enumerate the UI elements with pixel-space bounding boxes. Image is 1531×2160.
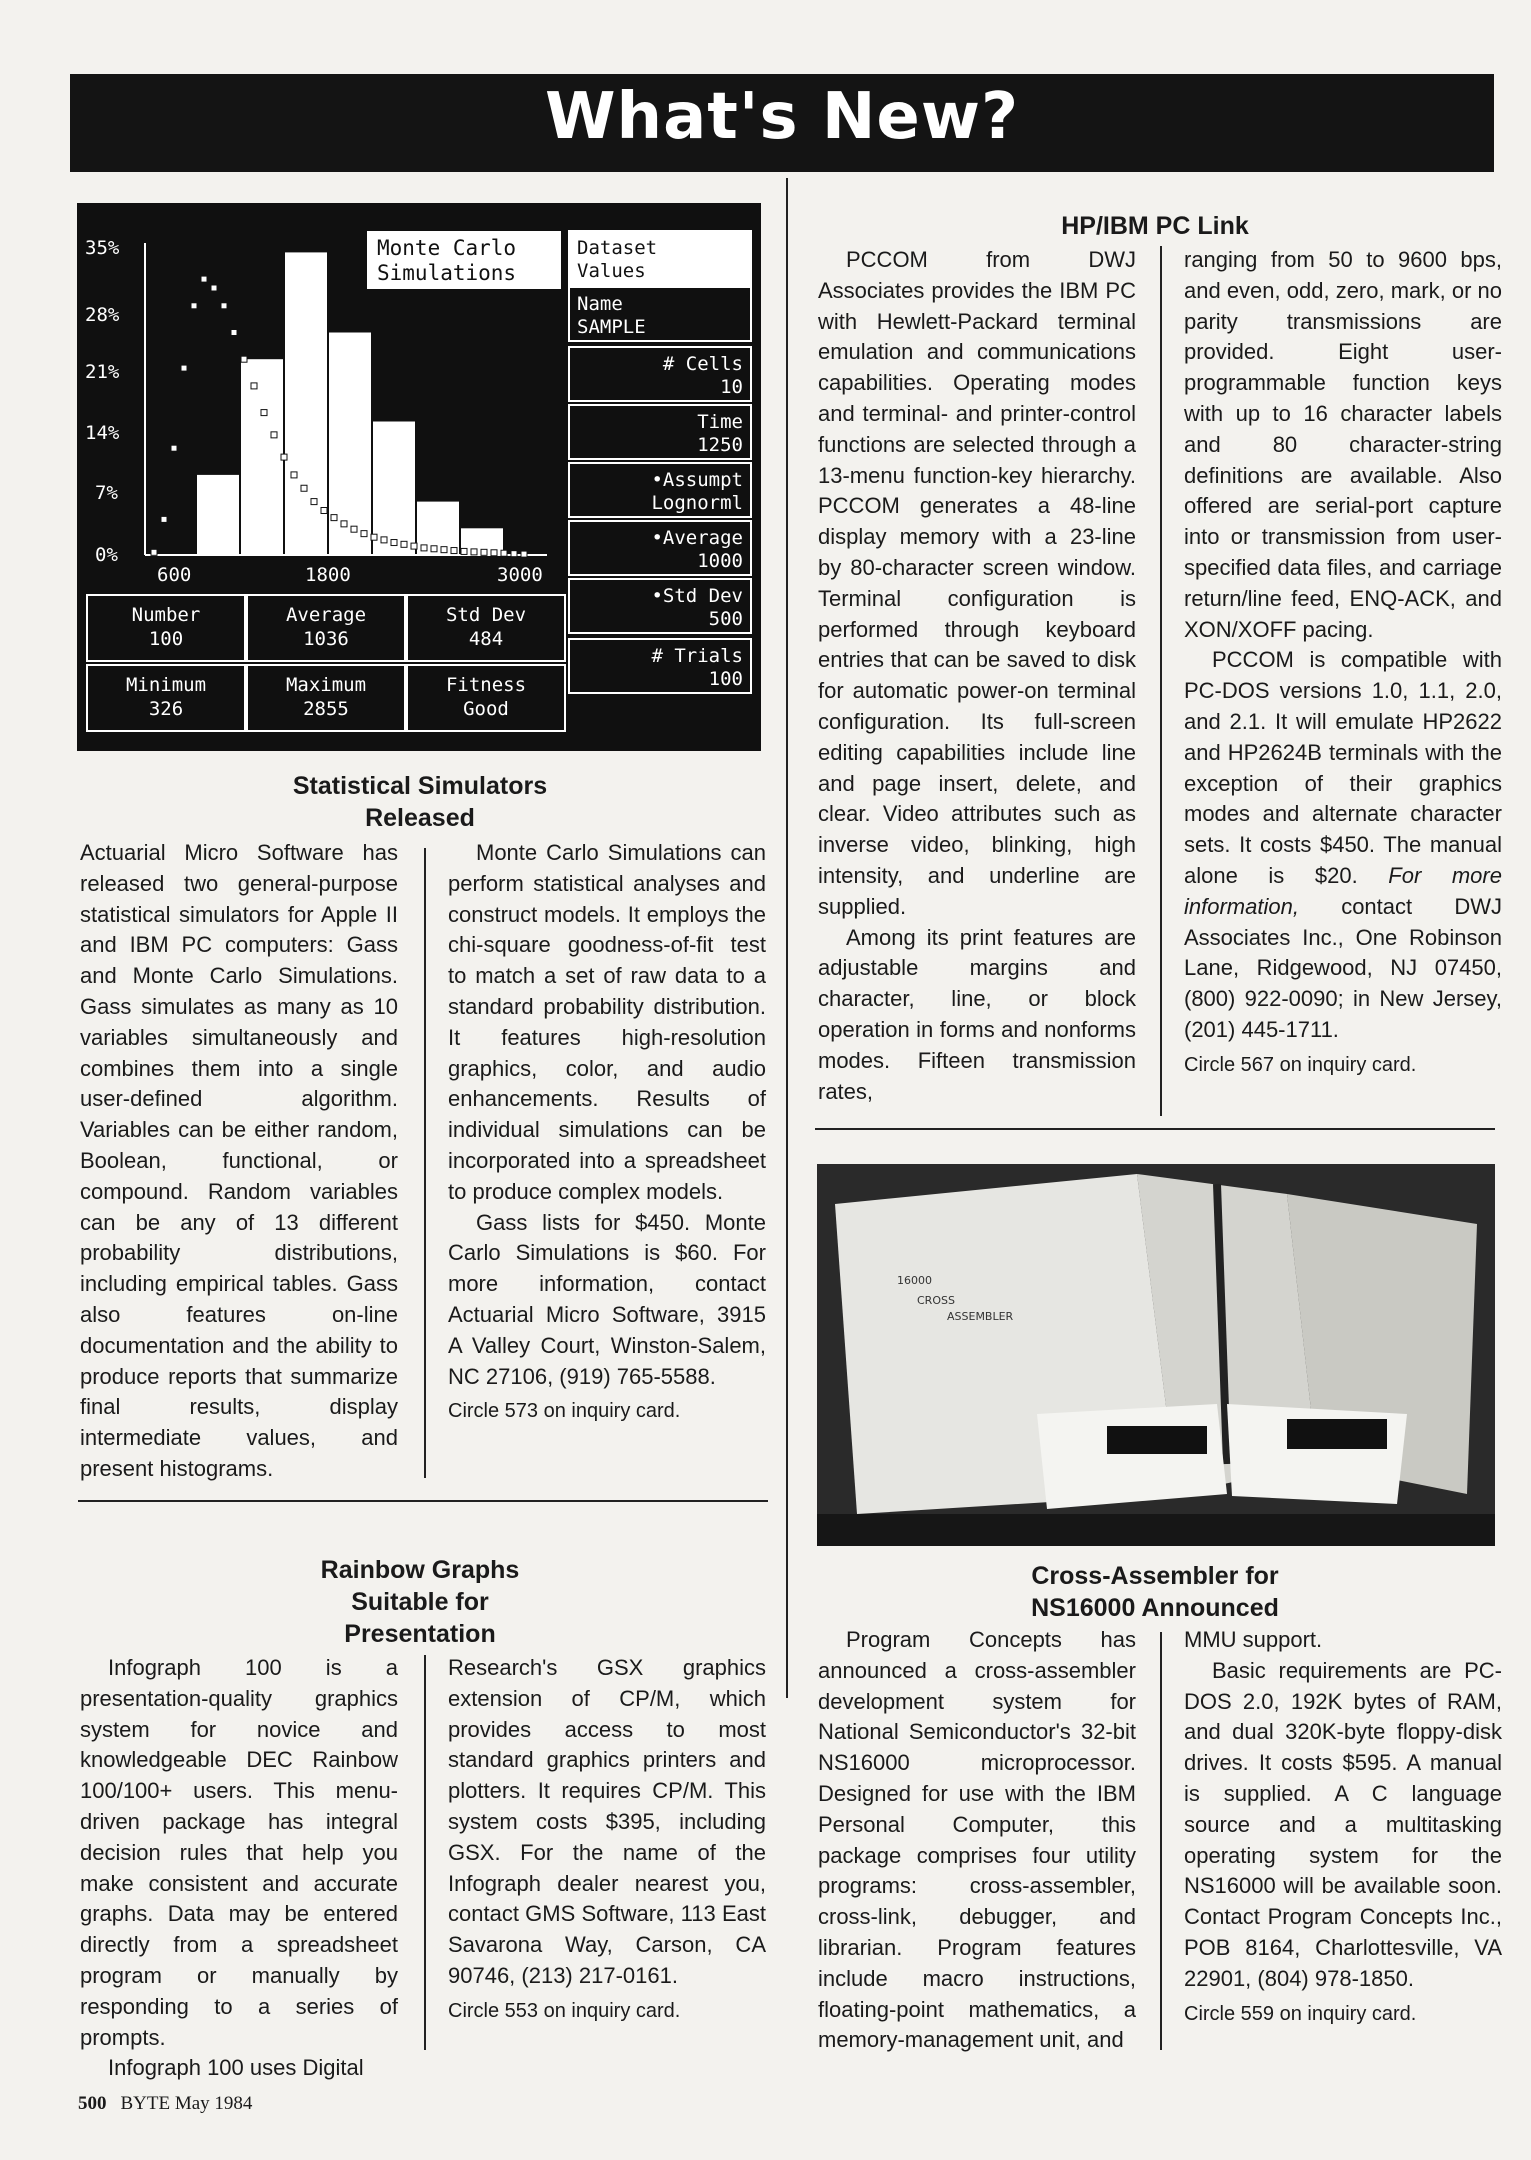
histogram-bar xyxy=(241,359,283,555)
curve-point xyxy=(431,546,437,552)
curve-point xyxy=(221,303,227,309)
curve-point xyxy=(251,383,257,389)
page-footer xyxy=(78,2093,252,2115)
panel-cell xyxy=(569,521,751,575)
curve-point xyxy=(161,516,167,522)
paragraph xyxy=(1184,645,1502,1045)
article-column xyxy=(80,1653,398,2084)
panel-cell xyxy=(569,579,751,633)
curve-point xyxy=(411,543,417,549)
x-tick: 600 xyxy=(157,564,192,586)
panel-text: •Assumpt xyxy=(651,469,743,491)
headline-statistical-simulators xyxy=(120,770,720,834)
curve-point xyxy=(351,526,357,532)
panel-text: 1250 xyxy=(697,434,743,456)
panel-text: SAMPLE xyxy=(577,316,646,338)
curve-point xyxy=(271,432,277,438)
panel-text: •Average xyxy=(651,527,743,549)
article-column xyxy=(1184,245,1502,1081)
curve-point xyxy=(371,534,377,540)
panel-text: •Std Dev xyxy=(651,585,743,607)
section-divider xyxy=(78,1500,768,1502)
article-column xyxy=(1184,1625,1502,2029)
column-divider xyxy=(1160,246,1162,1116)
curve-point xyxy=(451,548,457,554)
curve-point xyxy=(241,356,247,362)
curve-point xyxy=(361,531,367,537)
stat-cell xyxy=(87,595,245,661)
panel-text: 1000 xyxy=(697,550,743,572)
panel-text: Dataset xyxy=(577,237,658,259)
article-column xyxy=(818,1625,1136,2056)
paragraph: PCCOM from DWJ Associates provides the IBM PC with Hewlett-Packard terminal emulation and communications capabilities. Operating modes and terminal- and printer-control functions are selected through a 13-menu function-key hierarchy. PCCOM generates a 48-line display memory with a 23-line by 80-character screen window. Terminal configuration is performed through keyboard entries that can be saved to disk for automatic power-on terminal configuration. Its full-screen editing capabilities include line and page insert, delete, and clear. Video attributes such as inverse video, blinking, high intensity, and underline are supplied. xyxy=(818,247,1136,919)
x-axis-ticks xyxy=(157,564,543,586)
stat-value: 100 xyxy=(148,628,184,650)
paragraph: Monte Carlo Simulations can perform statistical analyses and construct models. It employs the chi-square goodness-of-fit test to match a set of raw data to a standard probability distribution. It features high-resolution graphics, color, and audio enhancements. Results of individual simulations can be incorporated into a spreadsheet to produce complex models. xyxy=(448,840,766,1204)
paragraph: Among its print features are adjustable margins and character, line, or block operation in forms and nonforms modes. Fifteen transmission rates, xyxy=(818,924,1136,1104)
paragraph: Actuarial Micro Software has released two general-purpose statistical simulators for Apple II and IBM PC computers: Gass and Monte Carlo Simulations. Gass simulates as many as 10 variables simultaneously and combines them into a single user-defined algorithm. Variables can be either random, Boolean, functional, or compound. Random variables can be any of 13 different probability distributions, including empirical tables. Gass also features on-line documentation and the ability to produce reports that summarize final results, display intermediate values, and present histograms. xyxy=(80,840,398,1481)
headline-cross-assembler xyxy=(820,1560,1490,1624)
inquiry-circle: Circle 559 on inquiry card. xyxy=(1184,2002,1417,2025)
panel-text: 100 xyxy=(708,668,743,690)
curve-point xyxy=(281,454,287,460)
curve-point xyxy=(471,549,477,555)
figure-title-line: Simulations xyxy=(377,261,517,285)
article-column xyxy=(448,1653,766,2027)
header-banner xyxy=(70,74,1494,172)
column-divider xyxy=(424,848,426,1478)
stat-label: Number xyxy=(131,604,201,626)
curve-point xyxy=(511,551,517,557)
histogram-bar xyxy=(197,475,239,555)
y-tick: 14% xyxy=(85,422,120,444)
curve-point xyxy=(311,499,317,505)
headline-line: Statistical Simulators xyxy=(292,772,548,800)
panel-text: # Trials xyxy=(651,645,743,667)
curve-point xyxy=(331,515,337,521)
curve-point xyxy=(421,545,427,551)
panel-text: 10 xyxy=(720,376,743,398)
stat-cell xyxy=(247,595,405,661)
stat-cell xyxy=(407,595,565,661)
curve-point xyxy=(261,410,267,416)
curve-point xyxy=(171,445,177,451)
y-tick: 35% xyxy=(85,237,120,259)
stat-value: 326 xyxy=(148,698,184,720)
curve-point xyxy=(151,549,157,555)
y-tick: 21% xyxy=(85,361,120,383)
page-number: 500 xyxy=(78,2093,107,2114)
y-tick: 0% xyxy=(95,544,118,566)
panel-text: Name xyxy=(577,293,623,315)
binder-label: CROSS xyxy=(917,1294,955,1307)
curve-point xyxy=(461,548,467,554)
curve-point xyxy=(491,550,497,556)
curve-point xyxy=(301,485,307,491)
magazine-issue: BYTE May 1984 xyxy=(120,2093,253,2114)
monte-carlo-screen-figure xyxy=(77,203,761,751)
stat-value: 2855 xyxy=(303,698,349,720)
paragraph: Program Concepts has announced a cross-assembler development system for National Semiconductor's 32-bit NS16000 microprocessor. Designed for use with the IBM Personal Computer, this package comprises four utility programs: cross-assembler, cross-link, debugger, and librarian. Program features include macro instructions, floating-point mathematics, a memory-management unit, and xyxy=(818,1627,1136,2053)
article-column xyxy=(448,838,766,1427)
panel-text: Time xyxy=(697,411,743,433)
curve-point xyxy=(381,537,387,543)
headline-line: NS16000 Announced xyxy=(1031,1594,1279,1622)
column-divider xyxy=(1160,1632,1162,2050)
article-column xyxy=(80,838,398,1485)
panel-cell xyxy=(569,405,751,459)
curve-point xyxy=(441,547,447,553)
curve-point xyxy=(521,551,527,557)
page-title: What's New? xyxy=(544,80,1020,154)
panel-cell xyxy=(569,231,751,285)
stat-label: Minimum xyxy=(125,674,207,696)
stat-value: 484 xyxy=(468,628,504,650)
y-tick: 28% xyxy=(85,304,120,326)
headline-line: Presentation xyxy=(344,1620,496,1648)
headline-rainbow-graphs xyxy=(120,1554,720,1650)
article-column xyxy=(818,245,1136,1107)
paragraph: Research's GSX graphics extension of CP/M, which provides access to most standard graphics printers and plotters. It requires CP/M. This system costs $395, including GSX. For the name of the Infograph dealer nearest you, contact GMS Software, 113 East Savarona Way, Carson, CA 90746, (213) 217-0161. xyxy=(448,1655,766,1988)
product-photo xyxy=(817,1164,1495,1546)
curve-point xyxy=(181,365,187,371)
curve-point xyxy=(231,330,237,336)
binder-label: ASSEMBLER xyxy=(947,1310,1014,1323)
paragraph-text: PCCOM is compatible with PC-DOS versions 1.0, 1.1, 2.0, and 2.1. It will emulate HP2622 and HP2624B terminals with the exception of their graphics modes and alternate character sets. It costs $450. The manual alone is $20. xyxy=(1184,647,1502,888)
curve-point xyxy=(391,540,397,546)
paragraph: Infograph 100 is a presentation-quality graphics system for novice and knowledgeable DEC Rainbow 100/100+ users. This menu-driven package has integral decision rules that help you make consistent and accurate graphs. Data may be entered directly from a spreadsheet program or manually by responding to a series of prompts. xyxy=(80,1655,398,2050)
histogram-bar xyxy=(373,422,415,556)
histogram-bars xyxy=(197,252,503,555)
panel-cell xyxy=(569,639,751,693)
stat-label: Maximum xyxy=(285,674,367,696)
curve-point xyxy=(321,508,327,514)
x-tick: 3000 xyxy=(497,564,543,586)
paragraph: ranging from 50 to 9600 bps, and even, odd, zero, mark, or no parity transmissions are provided. Eight user-programmable function keys with up to 16 character labels and 80 character-string definitions are available. Also offered are serial-port capture into or transmission from user-specified data files, and carriage return/line feed, ENQ-ACK, and XON/XOFF pacing. xyxy=(1184,247,1502,642)
headline-line: HP/IBM PC Link xyxy=(1061,212,1249,240)
panel-cell xyxy=(569,287,751,341)
curve-point xyxy=(481,549,487,555)
y-tick: 7% xyxy=(95,482,118,504)
curve-point xyxy=(211,285,217,291)
headline-line: Rainbow Graphs xyxy=(320,1556,520,1584)
stats-grid xyxy=(87,595,565,731)
paragraph: MMU support. xyxy=(1184,1627,1323,1652)
binder-label: 16000 xyxy=(897,1274,932,1287)
headline-line: Cross-Assembler for xyxy=(1031,1562,1279,1590)
inquiry-circle: Circle 553 on inquiry card. xyxy=(448,1999,681,2022)
column-divider xyxy=(424,1655,426,2050)
stat-label: Std Dev xyxy=(445,604,527,626)
panel-cell xyxy=(569,347,751,401)
paragraph: Basic requirements are PC-DOS 2.0, 192K bytes of RAM, and dual 320K-byte floppy-disk drives. It costs $595. A manual is supplied. A C language source and a multitasking operating system for the NS16000 will be available soon. Contact Program Concepts Inc., POB 8164, Charlottesville, VA 22901, (804) 978-1850. xyxy=(1184,1657,1502,1991)
curve-point xyxy=(341,521,347,527)
stat-label: Fitness xyxy=(445,674,527,696)
stat-label: Average xyxy=(285,604,367,626)
stat-cell xyxy=(87,665,245,731)
paragraph: Infograph 100 uses Digital xyxy=(108,2055,364,2081)
paragraph-text: contact DWJ Associates Inc., One Robinson Lane, Ridgewood, NJ 07450, (800) 922-0090; in New Jersey, (201) 445-1711. xyxy=(1184,893,1502,1042)
curve-point xyxy=(501,550,507,556)
panel-text: # Cells xyxy=(662,353,743,375)
y-axis-ticks xyxy=(85,237,120,566)
headline-line: Suitable for xyxy=(351,1588,489,1616)
histogram-bar xyxy=(329,333,371,556)
paragraph: Gass lists for $450. Monte Carlo Simulations is $60. For more information, contact Actuarial Micro Software, 3915 A Valley Court, Winston-Salem, NC 27106, (919) 765-5588. xyxy=(448,1209,766,1389)
figure-title-line: Monte Carlo xyxy=(377,236,517,260)
curve-point xyxy=(191,303,197,309)
panel-cell xyxy=(569,463,751,517)
stat-value: Good xyxy=(463,698,509,720)
column-divider xyxy=(786,178,788,1698)
stat-value: 1036 xyxy=(303,628,349,650)
inquiry-circle: Circle 573 on inquiry card. xyxy=(448,1400,681,1423)
headline-line: Released xyxy=(365,804,475,832)
stat-cell xyxy=(247,665,405,731)
panel-text: Lognorml xyxy=(651,492,743,514)
section-divider xyxy=(815,1128,1495,1130)
x-tick: 1800 xyxy=(305,564,351,586)
paragraph-italic: For more information, xyxy=(1184,862,1502,919)
curve-point xyxy=(201,276,207,282)
panel-text: Values xyxy=(577,260,646,282)
dataset-values-panel xyxy=(569,231,751,693)
headline-hp-ibm-pc-link xyxy=(820,210,1490,242)
inquiry-circle: Circle 567 on inquiry card. xyxy=(1184,1053,1417,1076)
panel-text: 500 xyxy=(708,608,743,630)
curve-point xyxy=(401,541,407,547)
stat-cell xyxy=(407,665,565,731)
curve-point xyxy=(291,472,297,478)
